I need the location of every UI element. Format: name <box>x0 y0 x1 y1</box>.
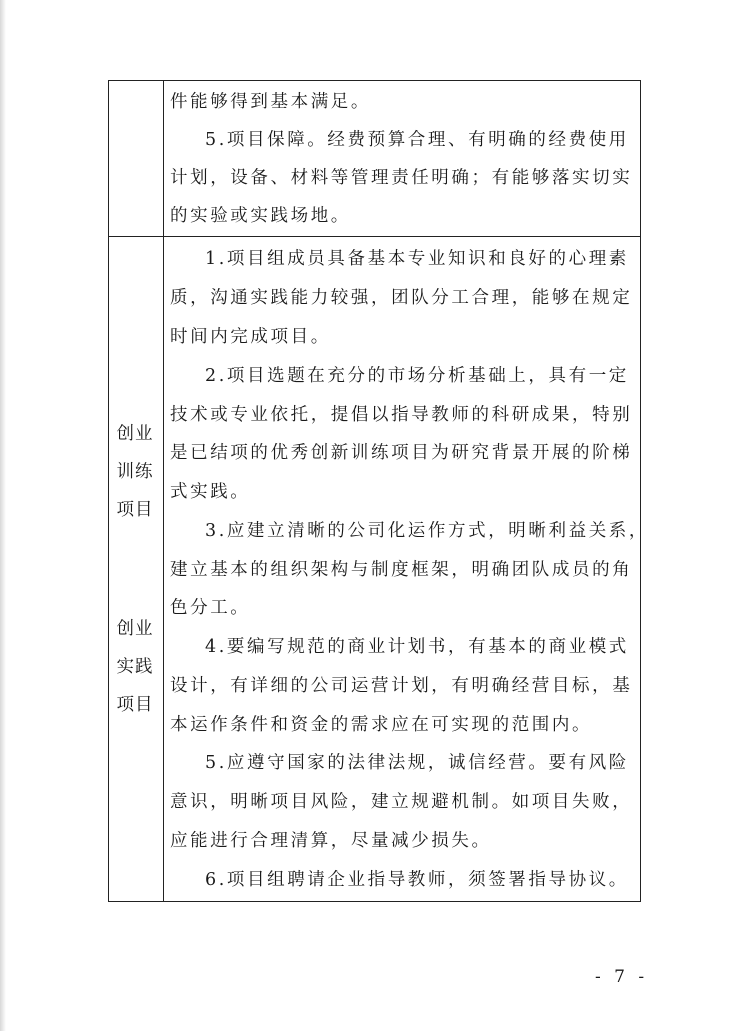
body-line-11: 4.要编写规范的商业计划书，有基本的商业模式 <box>205 637 629 657</box>
body-line-2: 质，沟通实践能力较强，团队分工合理，能够在规定 <box>170 288 633 308</box>
table-row-divider <box>109 236 640 237</box>
body-line-7: 式实践。 <box>170 482 251 502</box>
body-line-14: 5.应遵守国家的法律法规，诚信经营。要有风险 <box>205 753 629 773</box>
body-line-12: 设计，有详细的公司运营计划，有明确经营目标，基 <box>170 676 633 696</box>
page-edge-shadow <box>0 0 6 1031</box>
body-line-9: 建立基本的组织架构与制度框架，明确团队成员的角 <box>170 560 633 580</box>
page-number: - 7 - <box>595 967 649 987</box>
body-line-10: 色分工。 <box>170 598 251 618</box>
top-cell-line-3: 计划，设备、材料等管理责任明确；有能够落实切实 <box>170 168 633 188</box>
label-practice-3: 项目 <box>116 695 154 715</box>
label-practice-2: 实践 <box>116 657 154 677</box>
top-cell-line-1: 件能够得到基本满足。 <box>170 92 371 112</box>
body-line-16: 应能进行合理清算，尽量减少损失。 <box>170 831 492 851</box>
body-line-3: 时间内完成项目。 <box>170 327 331 347</box>
table-column-divider <box>163 81 164 901</box>
body-line-13: 本运作条件和资金的需求应在可实现的范围内。 <box>170 715 593 735</box>
body-line-4: 2.项目选题在充分的市场分析基础上，具有一定 <box>205 366 629 386</box>
body-line-17: 6.项目组聘请企业指导教师，须签署指导协议。 <box>205 870 629 890</box>
label-training-1: 创业 <box>116 424 154 444</box>
body-line-1: 1.项目组成员具备基本专业知识和良好的心理素 <box>205 249 629 269</box>
body-line-8: 3.应建立清晰的公司化运作方式，明晰利益关系， <box>205 521 649 541</box>
body-line-5: 技术或专业依托，提倡以指导教师的科研成果，特别 <box>170 405 633 425</box>
top-cell-line-4: 的实验或实践场地。 <box>170 206 351 226</box>
label-practice-1: 创业 <box>116 619 154 639</box>
body-line-6: 是已结项的优秀创新训练项目为研究背景开展的阶梯 <box>170 443 633 463</box>
body-line-15: 意识，明晰项目风险，建立规避机制。如项目失败， <box>170 792 633 812</box>
label-training-2: 训练 <box>116 462 154 482</box>
label-training-3: 项目 <box>116 500 154 520</box>
top-cell-line-2: 5.项目保障。经费预算合理、有明确的经费使用 <box>205 130 629 150</box>
